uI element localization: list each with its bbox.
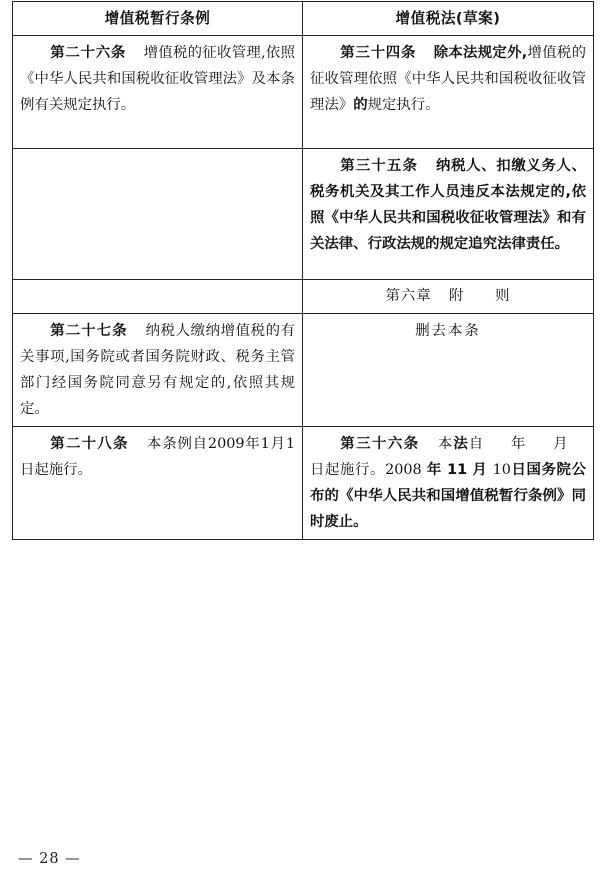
article-text-bold: 的 <box>353 97 368 113</box>
table-row <box>13 149 594 280</box>
article-text-bold: 11 <box>447 462 468 478</box>
article-number: 第二十六条 <box>50 45 127 61</box>
left-cell-empty <box>13 280 303 314</box>
article-text: 10 <box>492 462 511 478</box>
right-cell-deleted <box>303 314 594 427</box>
table-header-row <box>13 2 594 36</box>
article-text: 月 <box>552 436 569 452</box>
left-cell-empty <box>13 149 303 280</box>
table-row <box>13 427 594 540</box>
table-row <box>13 36 594 149</box>
table-row <box>13 280 594 314</box>
chapter-number: 第六章 <box>385 288 432 304</box>
left-cell-article-27 <box>13 314 303 427</box>
article-text-bold: 纳税人、扣缴义务人、税务机关及其工作人员违反本法规定的,依照《中华人民共和国税收征收管理法》和有关法律、行政法规的规定追究法律责任。 <box>310 158 586 252</box>
page-number: — 28 — <box>18 851 81 867</box>
article-text-bold: 法 <box>453 436 469 452</box>
article-number: 第三十六条 <box>340 436 420 452</box>
article-text: 规定执行。 <box>367 97 440 113</box>
article-number: 第二十八条 <box>50 436 129 452</box>
right-cell-article-35 <box>303 149 594 280</box>
article-text: 本条例自2009年1月1日起施行。 <box>20 436 295 478</box>
comparison-table <box>12 1 594 540</box>
chapter-title: 附 则 <box>448 288 511 304</box>
article-text-bold: 日国务院公布的《中华人民共和国增值税暂行条例》同时废止。 <box>310 462 586 530</box>
article-number: 第二十七条 <box>50 323 128 339</box>
article-number: 第三十四条 <box>340 45 417 61</box>
article-text: 纳税人缴纳增值税的有关事项,国务院或者国务院财政、税务主管部门经国务院同意另有规定的,依照其规定。 <box>20 323 295 417</box>
right-cell-chapter-6 <box>303 280 594 314</box>
article-text: 增值税的征收管理依照《中华人民共和国税收征收管理法》 <box>310 45 586 113</box>
article-text: 增值税的征收管理,依照《中华人民共和国税收征收管理法》及本条例有关规定执行。 <box>20 45 295 113</box>
header-draft-law: 增值税法(草案) <box>303 2 594 36</box>
left-cell-article-28 <box>13 427 303 540</box>
left-cell-article-26 <box>13 36 303 149</box>
article-text-bold: 年 <box>426 462 442 478</box>
deleted-note: 删去本条 <box>415 323 481 339</box>
article-text: 日起施行。2008 <box>310 462 422 478</box>
table-row <box>13 314 594 427</box>
right-cell-article-34 <box>303 36 594 149</box>
header-current-regulation: 增值税暂行条例 <box>13 2 303 36</box>
right-cell-article-36 <box>303 427 594 540</box>
article-text-bold: 月 <box>472 462 488 478</box>
article-text: 本 <box>436 436 454 452</box>
article-number: 第三十五条 <box>340 158 419 174</box>
article-text: 自 <box>468 436 485 452</box>
article-text: 年 <box>510 436 527 452</box>
article-text-bold: 除本法规定外, <box>433 45 528 61</box>
